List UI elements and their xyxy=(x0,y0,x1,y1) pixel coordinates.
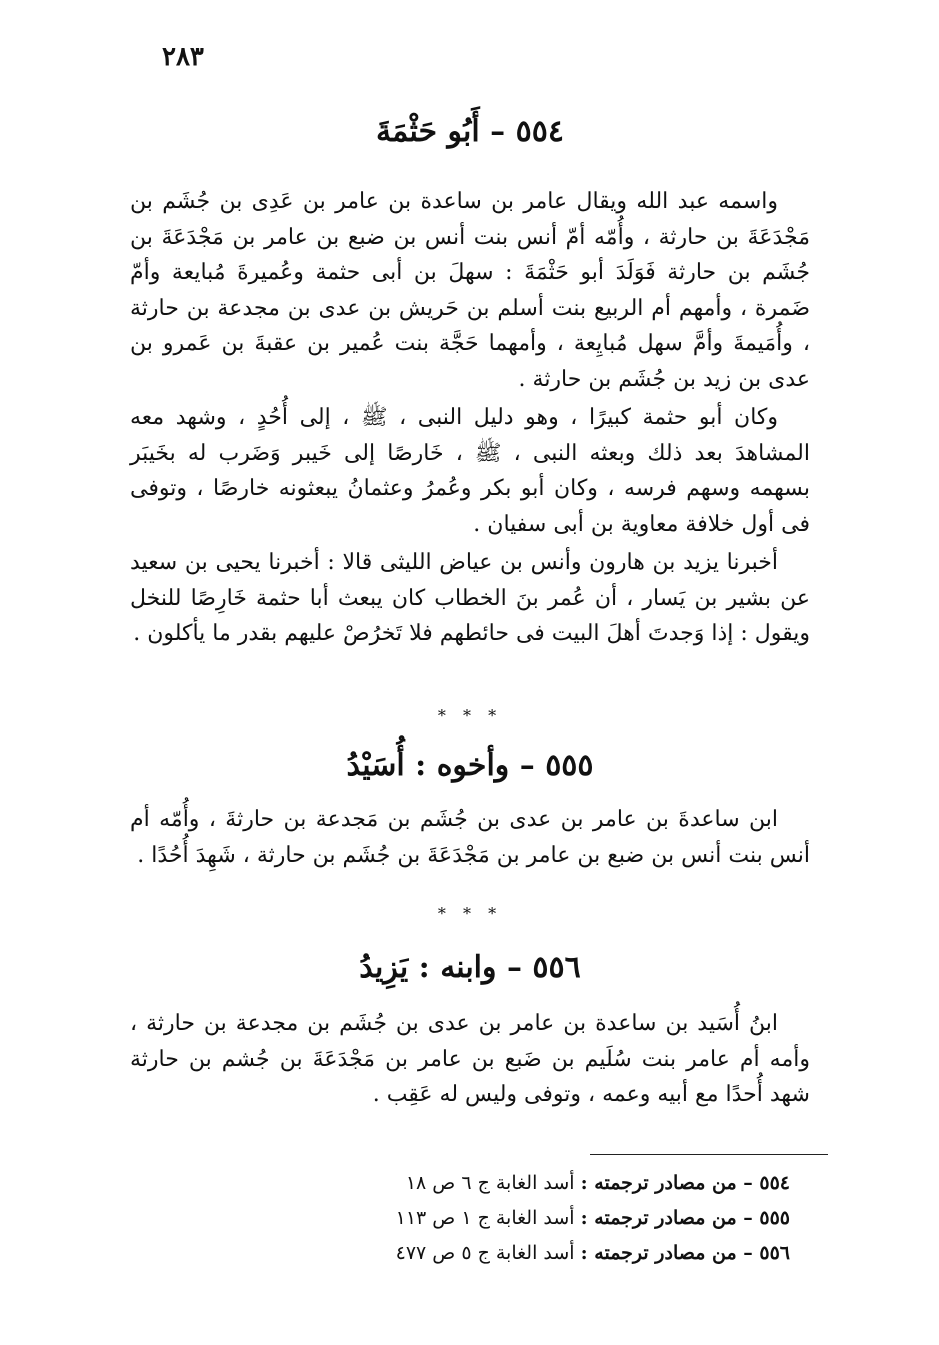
footnote-text: أسد الغابة ج ١ ص ١١٣ xyxy=(395,1207,575,1229)
entry-heading-556: ٥٥٦ – وابنه : يَزِيدُ xyxy=(359,950,581,985)
footnote-text: أسد الغابة ج ٥ ص ٤٧٧ xyxy=(395,1242,575,1264)
paragraph: وكان أبو حثمة كبيرًا ، وهو دليل النبى ، ﷺ ، إلى أُحُدٍ ، وشهد معه المشاهدَ بعد ذلك وبعثه النبى ، ﷺ ، خَارصًا إلى خَيبر وَضَرب له بخَيبَر بسهمه وسهم فرسه ، وكان أبو بكر وعُمرُ وعثمانُ يبعثونه خارصًا ، وتوفى فى أول خلافة معاوية بن أبى سفيان . xyxy=(130,405,810,537)
footnotes xyxy=(130,1166,790,1271)
entry-heading-555: ٥٥٥ – وأخوه : أُسَيْدُ xyxy=(346,748,594,783)
paragraph: واسمه عبد الله ويقال عامر بن ساعدة بن عامر بن عَدِى بن جُشَم بن مَجْدَعَةَ بن حارثة ، وأُمّه أمّ أنس بنت أنس بن ضبع بن عامر بن مَجْدَعَةَ بن جُشَم بن حارثة فَوَلَدَ أبو حَثْمَةَ : سهلَ بن أبى حثمة وعُميرةَ مُبايعة وأمّ ضَمرة ، وأمهم أم الربيع بنت أسلم بن حَريش بن عدى بن مجدعة بن حارثة ، وأُمَيمةَ وأمَّ سهل مُبايِعة ، وأمهما حَجَّة بنت عُمير بن عقبةَ بن عَمرو بن عدى بن زيد بن جُشَم بن حارثة . xyxy=(130,189,810,392)
footnote-text: أسد الغابة ج ٦ ص ١٨ xyxy=(405,1172,575,1194)
footnote-555 xyxy=(130,1201,790,1236)
entry-heading-554: ٥٥٤ – أَبُو حَثْمَةَ xyxy=(376,114,564,149)
footnote-556 xyxy=(130,1236,790,1271)
section-separator: * * * xyxy=(437,904,503,923)
footnote-label: ٥٥٥ – من مصادر ترجمته : xyxy=(580,1207,790,1229)
footnote-label: ٥٥٤ – من مصادر ترجمته : xyxy=(580,1172,790,1194)
footnote-divider xyxy=(590,1154,828,1155)
page-number: ٢٨٣ xyxy=(162,42,204,72)
footnote-label: ٥٥٦ – من مصادر ترجمته : xyxy=(580,1242,790,1264)
entry-body-555 xyxy=(130,802,810,873)
entry-body-556 xyxy=(130,1006,810,1113)
paragraph: ابن ساعدةَ بن عامر بن عدى بن جُشَم بن مَجدعة بن حارثةَ ، وأُمّه أم أنس بنت أنس بن ضبع بن عامر بن مَجْدَعَةَ بن جُشَم بن حارثة ، شَهِدَ أُحُدًا . xyxy=(130,807,810,868)
entry-body-554 xyxy=(130,184,810,652)
footnote-554 xyxy=(130,1166,790,1201)
paragraph: ابنُ أُسَيد بن ساعدة بن عامر بن عدى بن جُشَم بن مجدعة بن حارثة ، وأمه أم عامر بنت سُلَيم بن ضَبع بن عامر بن مَجْدَعَةَ بن جُشم بن حارثة شهد أُحدًا مع أبيه وعمه ، وتوفى وليس له عَقِب . xyxy=(130,1011,810,1107)
section-separator: * * * xyxy=(437,706,503,725)
paragraph: أخبرنا يزيد بن هارون وأنس بن عياض الليثى قالا : أخبرنا يحيى بن سعيد عن بشير بن يَسار ، أن عُمر بنَ الخطاب كان يبعث أبا حثمة خَارِصًا للنخل ويقول : إذا وَجدتَ أهلَ البيت فى حائطهم فلا تَخرُصْ عليهم بقدر ما يأكلون . xyxy=(130,550,810,646)
